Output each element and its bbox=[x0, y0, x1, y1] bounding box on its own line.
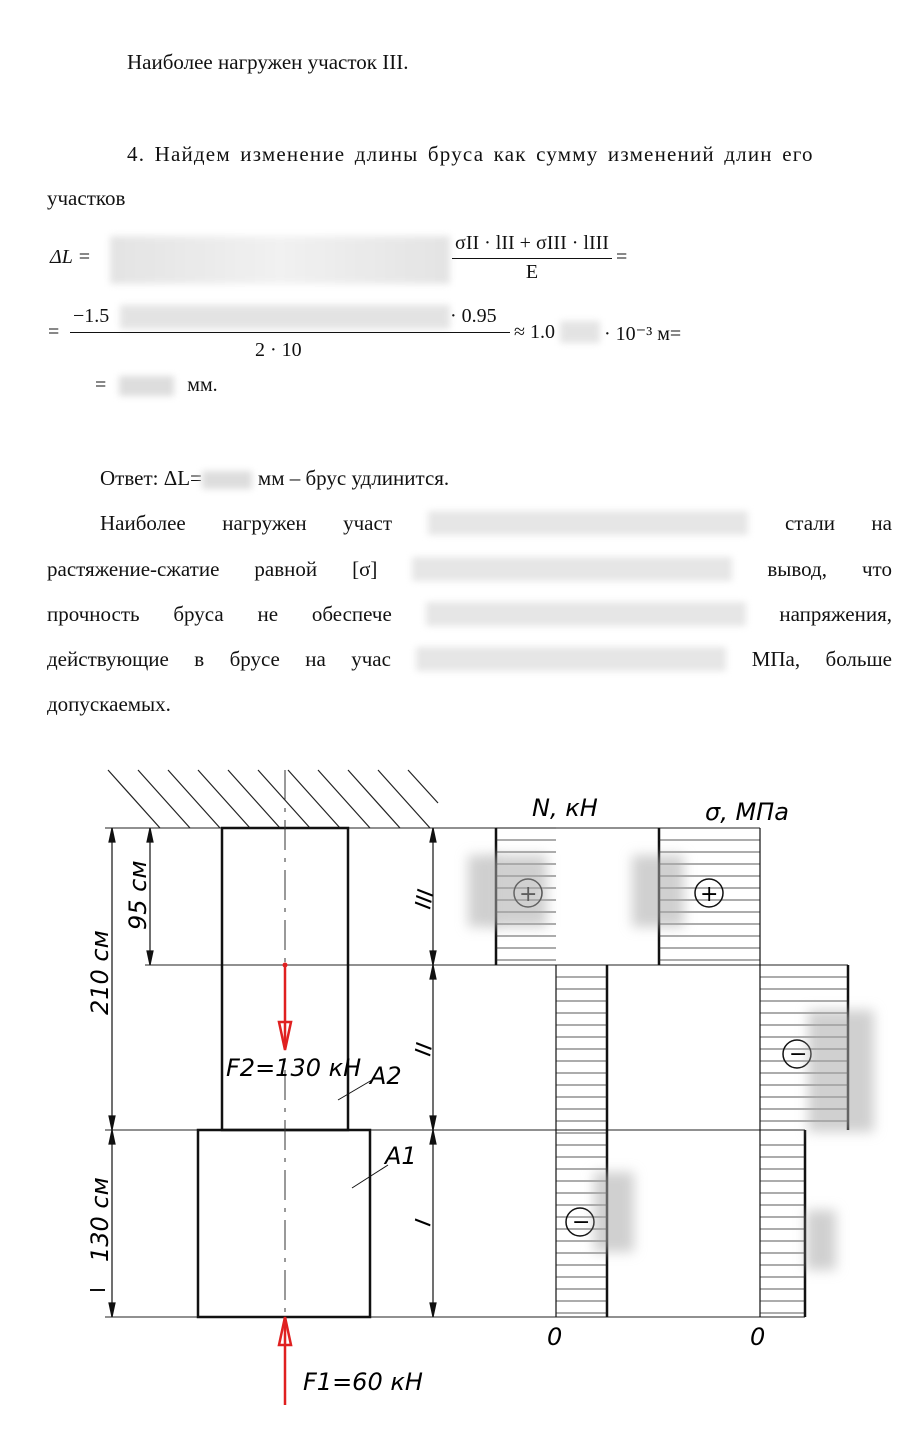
word: что bbox=[861, 557, 892, 581]
word: учас bbox=[351, 647, 391, 671]
sigma-minus-text: − bbox=[789, 1042, 808, 1067]
formula-tail-den: E bbox=[525, 261, 539, 283]
step4-line2: участков bbox=[47, 186, 126, 210]
word: равной bbox=[254, 557, 318, 581]
formula2-num-end: · 0.95 bbox=[450, 305, 497, 327]
word: напряжения, bbox=[779, 602, 892, 626]
section-I-label: I bbox=[411, 1217, 438, 1229]
formula-lhs: ΔL = bbox=[50, 246, 91, 268]
dim-top-label: 95 см bbox=[124, 860, 152, 930]
redaction-sigma-II bbox=[808, 1010, 874, 1132]
section-III-label: III bbox=[411, 887, 440, 912]
redaction-N-III bbox=[468, 855, 498, 927]
word: вывод, bbox=[767, 557, 827, 581]
word: МПа, bbox=[751, 647, 801, 671]
word: в bbox=[194, 647, 205, 671]
formula2-den: 2 · 10 bbox=[255, 339, 302, 361]
word: прочность bbox=[47, 602, 140, 626]
word: нагружен bbox=[222, 511, 307, 535]
step4-text: 4. Найдем изменение длины бруса как сумму изменений длин его bbox=[127, 142, 814, 166]
formula2-eq: = bbox=[48, 321, 60, 343]
dim-bottom-label: 130 см bbox=[86, 1177, 114, 1262]
formula2-result-start: ≈ 1.0 bbox=[514, 321, 555, 343]
formula2-result-end: · 10⁻³ м= bbox=[604, 323, 682, 345]
word: стали bbox=[784, 511, 835, 535]
word: обеспече bbox=[311, 602, 392, 626]
redaction-N-I bbox=[594, 1172, 634, 1252]
force-F1-label: F1=60 кН bbox=[303, 1368, 423, 1396]
word: растяжение-сжатие bbox=[47, 557, 220, 581]
N-minus-text: − bbox=[572, 1210, 591, 1235]
wall-hatching bbox=[108, 770, 438, 828]
formula2-num-start: −1.5 bbox=[73, 305, 110, 327]
area-A2-label: A2 bbox=[370, 1062, 402, 1090]
force-F1-arrow bbox=[279, 1317, 291, 1405]
word: Наиболее bbox=[100, 511, 186, 535]
force-F2-arrow bbox=[279, 965, 291, 1050]
line-most-loaded: Наиболее нагружен участок III. bbox=[127, 50, 409, 74]
word: на bbox=[871, 511, 892, 535]
dim-total-label: 210 см bbox=[86, 930, 114, 1015]
word: [σ] bbox=[352, 557, 378, 581]
section-II-label: II bbox=[411, 1040, 439, 1059]
sigma-hatching-I bbox=[760, 1145, 805, 1313]
sigma-diagram-title: σ, МПа bbox=[705, 798, 789, 826]
sigma-zero-label: 0 bbox=[750, 1323, 766, 1351]
redaction-sigma-III bbox=[632, 855, 684, 927]
answer-suffix: мм – брус удлинится. bbox=[257, 466, 450, 490]
redaction-N-III-inner bbox=[495, 855, 547, 927]
word: не bbox=[257, 602, 279, 626]
conclusion-line5: допускаемых. bbox=[47, 692, 171, 716]
formula-tail-num: σII · lII + σIII · lIII bbox=[455, 232, 609, 254]
word: бруса bbox=[173, 602, 224, 626]
word: на bbox=[305, 647, 326, 671]
N-zero-label: 0 bbox=[547, 1323, 563, 1351]
word: действующие bbox=[47, 647, 169, 671]
beam-lower-section bbox=[198, 1130, 370, 1317]
redaction-sigma-I bbox=[806, 1210, 836, 1270]
answer-prefix: Ответ: ΔL= bbox=[100, 466, 202, 490]
formula3-eq: = bbox=[95, 374, 107, 396]
formula1-eq: = bbox=[616, 246, 628, 268]
word: брусе bbox=[229, 647, 280, 671]
N-hatching-II-I bbox=[556, 977, 607, 1313]
formula3-unit: мм. bbox=[187, 374, 218, 396]
area-A1-label: A1 bbox=[385, 1142, 417, 1170]
sigma-plus-text: + bbox=[700, 882, 719, 907]
force-F2-label: F2=130 кН bbox=[226, 1054, 362, 1082]
word: больше bbox=[825, 647, 892, 671]
N-diagram-title: N, кН bbox=[532, 794, 598, 822]
word: участ bbox=[343, 511, 393, 535]
